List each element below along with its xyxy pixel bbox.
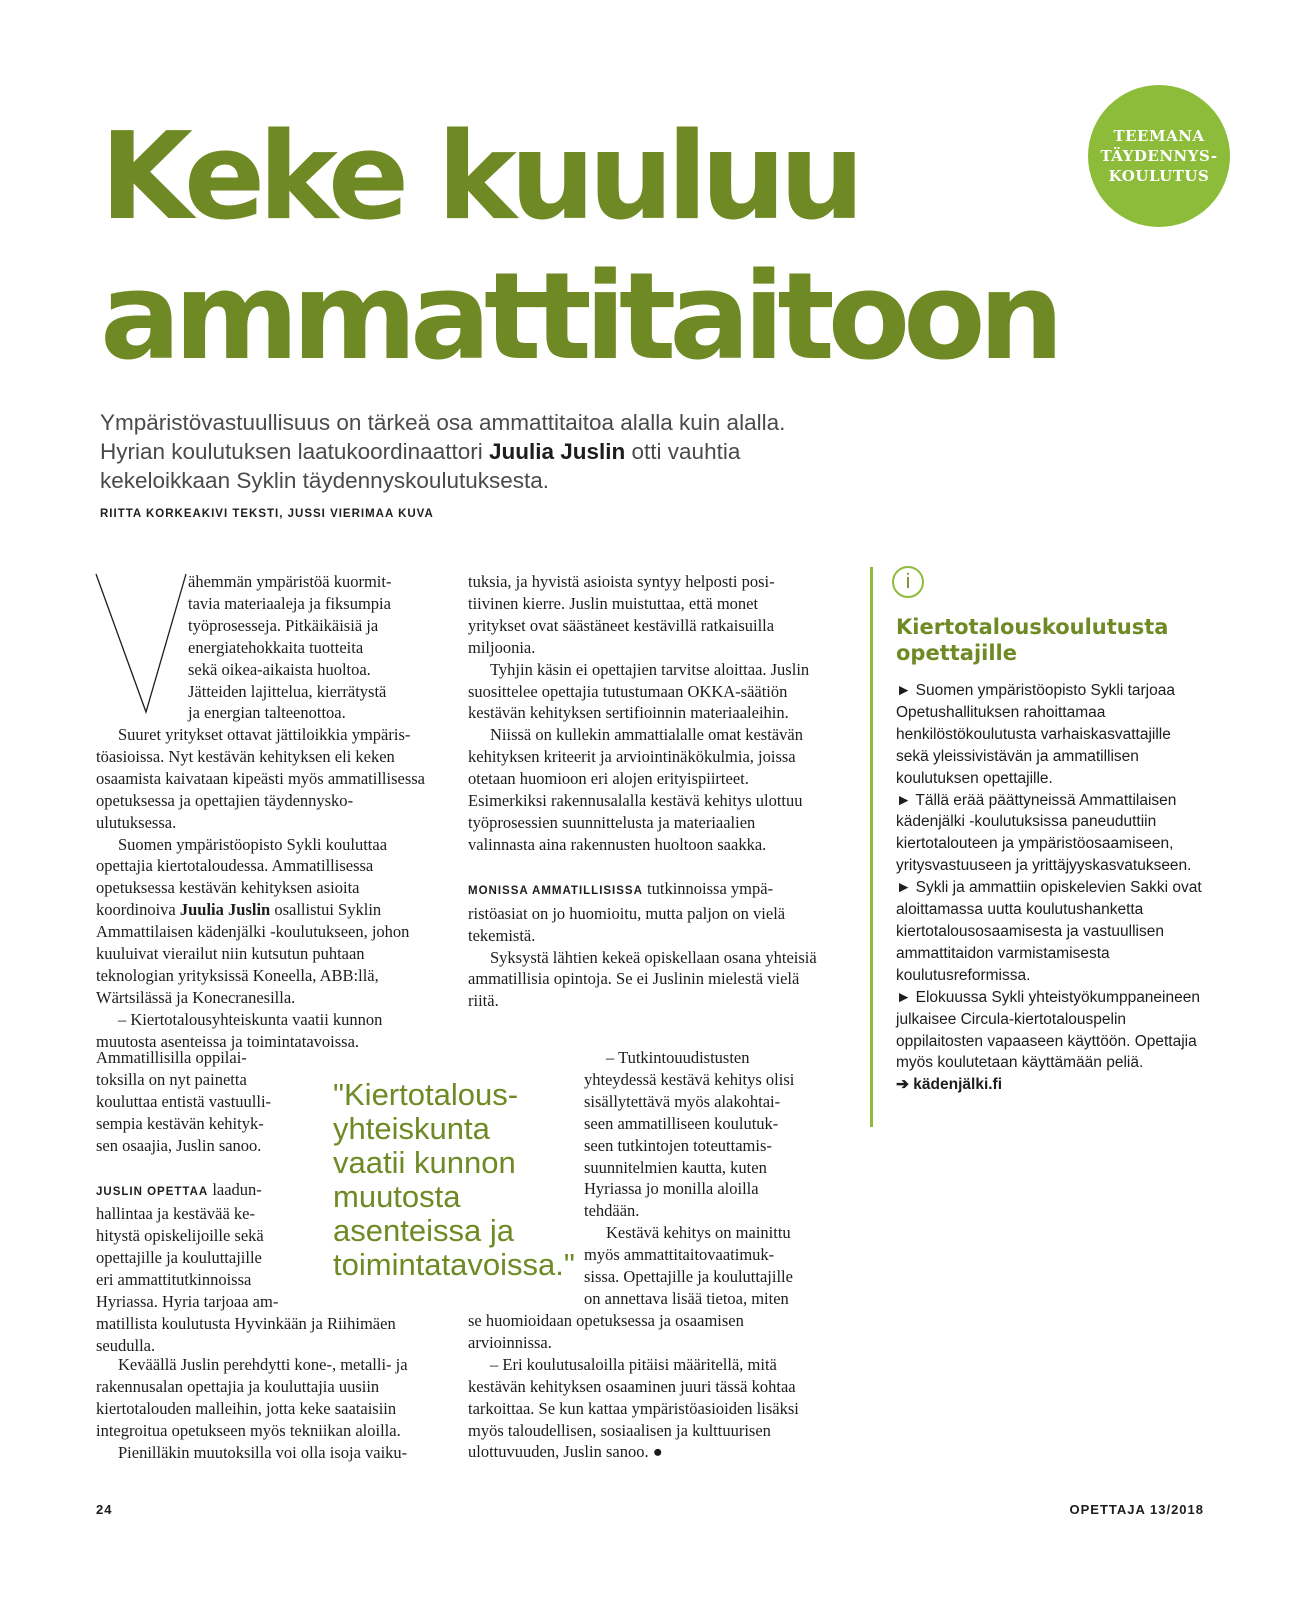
- text-line: matillista koulutusta Hyvinkään ja Riihimäen: [96, 1313, 396, 1333]
- text-line: opettajille ja kouluttajille: [96, 1248, 262, 1268]
- text-line: seen ammatilliseen koulutuk-: [584, 1113, 779, 1133]
- text: tutkinnoissa ympäristöasiat on jo huomioitu, mutta paljon on vielä tekemistä.: [468, 878, 786, 945]
- lead-line-2: [100, 437, 880, 466]
- text-line: työprosesseja. Pitkäikäisiä ja: [188, 615, 379, 635]
- text-line: tehdään.: [584, 1201, 640, 1221]
- subhead-lead: JUSLIN OPETTAA: [96, 1185, 209, 1198]
- sidebar-rule: [870, 567, 873, 1127]
- col1-narrow-block: [96, 1047, 396, 1357]
- text-line: tavia materiaaleja ja fiksumpia: [188, 593, 391, 613]
- byline: RIITTA KORKEAKIVI TEKSTI, JUSSI VIERIMAA KUVA: [100, 508, 434, 520]
- text-line: sissa. Opettajille ja kouluttajille: [584, 1267, 793, 1287]
- text-line: Jätteiden lajittelua, kierrätystä: [188, 681, 387, 701]
- col1-bottom: [96, 1354, 446, 1464]
- pull-quote: [333, 1078, 613, 1282]
- dropcap-v: [94, 572, 190, 722]
- text-line: sekä oikea-aikaista huoltoa.: [188, 659, 371, 679]
- lead-person-name: Juulia Juslin: [488, 439, 626, 464]
- text-line: seen tutkintojen toteuttamis-: [584, 1135, 772, 1155]
- lead-paragraph: [100, 408, 880, 495]
- text-line: toksilla on nyt painetta: [96, 1069, 247, 1089]
- lead-text: otti vauhtia: [625, 439, 741, 464]
- sidebar-item: ► Sykli ja ammattiin opiskelevien Sakki ovat aloittamassa uutta koulutushanketta kiertotalousosaamisesta ja vastuullisen ammattitaidon varmistamisesta koulutusreformissa.: [896, 879, 1202, 984]
- text-line: sen osaajia, Juslin sanoo.: [96, 1135, 262, 1155]
- col1-body: [96, 724, 426, 1053]
- text-line: energiatehokkaita tuotteita: [188, 637, 364, 657]
- quote-line: vaatii kunnon: [333, 1145, 516, 1180]
- text-line: Ammatillisilla oppilai-: [96, 1048, 247, 1067]
- page-number: 24: [96, 1502, 113, 1517]
- text-line: Hyriassa jo monilla aloilla: [584, 1179, 759, 1199]
- text-line: hallintaa ja kestävää ke-: [96, 1204, 255, 1224]
- quote-line: yhteiskunta: [333, 1111, 490, 1146]
- paragraph: Tyhjin käsin ei opettajien tarvitse aloittaa. Juslin suosittelee opettajia tutustumaan OKKA-säätiön kestävän kehityksen sertifioinnin materiaaleihin.: [468, 659, 810, 723]
- lead-text: Hyrian koulutuksen laatukoordinaattori: [100, 439, 489, 464]
- sidebar-link[interactable]: ➔ kädenjälki.fi: [896, 1076, 1003, 1094]
- paragraph: Niissä on kullekin ammattialalle omat kestävän kehityksen kriteerit ja arviointinäkökulmia, joissa otetaan huomioon eri alojen erityispiirteet. Esimerkiksi rakennusalalla kestävä kehitys ulottuu työprosessien suunnittelusta ja materiaalien valinnasta aina rakennusten huoltoon saakka.: [468, 725, 803, 854]
- paragraph: – Eri koulutusaloilla pitäisi määritellä, mitä kestävän kehityksen osaaminen juuri tässä kohtaa tarkoittaa. Se kun kattaa ympäristöasioiden lisäksi myös taloudellisen, sosiaalisen ja kulttuurisen ulottuvuuden, Juslin sanoo. ●: [468, 1354, 799, 1462]
- paragraph: [468, 878, 818, 947]
- sidebar-title: Kiertotalouskoulutusta opettajille: [896, 615, 1169, 665]
- quote-line: toimintatavoissa.": [333, 1247, 575, 1282]
- subhead-lead: MONISSA AMMATILLISISSA: [468, 884, 643, 897]
- headline-line-1: Keke kuuluu: [100, 108, 858, 247]
- text-line: sempia kestävän kehityk-: [96, 1113, 264, 1133]
- sidebar-item: ► Elokuussa Sykli yhteistyökumppaneineen julkaisee Circula-kiertotalouspelin oppilaitosten vapaaseen käyttöön. Opettajia myös koulutetaan käyttämään peliä.: [896, 988, 1200, 1072]
- col1-dropcap-block: [188, 571, 433, 724]
- text-line: sisällytettävä myös alakohtai-: [584, 1091, 781, 1111]
- col2-narrow-block: [584, 1047, 824, 1310]
- text-line: eri ammattitutkinnoissa: [96, 1270, 252, 1290]
- badge-line-3: KOULUTUS: [1108, 167, 1210, 185]
- col2-body: [468, 571, 818, 1012]
- quote-line: asenteissa ja: [333, 1213, 514, 1248]
- col2-bottom: [468, 1310, 818, 1463]
- paragraph: tuksia, ja hyvistä asioista syntyy helposti positiivinen kierre. Juslin muistuttaa, että monet yritykset ovat säästäneet kestävillä ratkaisuilla miljoonia.: [468, 572, 775, 657]
- text-line: myös ammattitaitovaatimuk-: [584, 1245, 775, 1265]
- badge-line-1: TEEMANA: [1113, 127, 1205, 145]
- paragraph: se huomioidaan opetuksessa ja osaamisen arvioinnissa.: [468, 1311, 744, 1352]
- lead-line-1: Ympäristövastuullisuus on tärkeä osa ammattitaitoa alalla kuin alalla.: [100, 410, 786, 435]
- text-line: yhteydessä kestävä kehitys olisi: [584, 1069, 795, 1089]
- sidebar-item: ► Tällä erää päättyneissä Ammattilaisen kädenjälki -koulutuksissa paneuduttiin kiertotalouteen ja ympäristöosaamiseen, yritysvastuuseen ja yrittäjyyskasvatukseen.: [896, 791, 1192, 875]
- paragraph: – Kiertotalousyhteiskunta vaatii kunnon muutosta asenteissa ja toimintatavoissa.: [96, 1009, 383, 1051]
- quote-line: muutosta: [333, 1179, 461, 1214]
- person-name: Juulia Juslin: [179, 900, 271, 920]
- text-line: seudulla.: [96, 1335, 156, 1355]
- headline-line-2: ammattitaitoon: [100, 248, 1058, 387]
- text-line: Kestävä kehitys on mainittu: [606, 1223, 791, 1243]
- text-line: [96, 1179, 316, 1204]
- theme-badge: [1088, 85, 1230, 227]
- text: osallistui Syklin Ammattilaisen kädenjälki -koulutukseen, johon kuuluivat vierailut niin kutsutun puhtaan teknologian yrityksissä Koneella, ABB:llä, Wärtsilässä ja Konecranesilla.: [96, 900, 410, 1007]
- issue-label: OPETTAJA 13/2018: [1069, 1502, 1204, 1517]
- text-line: kouluttaa entistä vastuulli-: [96, 1091, 272, 1111]
- badge-line-2: TÄYDENNYS-: [1100, 147, 1218, 165]
- lead-line-3: kekeloikkaan Syklin täydennyskoulutuksesta.: [100, 468, 550, 493]
- sidebar-body: [896, 680, 1206, 1096]
- text-line: ähemmän ympäristöä kuormit-: [188, 572, 392, 591]
- text-line: ja energian talteenottoa.: [188, 703, 346, 723]
- paragraph: Keväällä Juslin perehdytti kone-, metalli- ja rakennusalan opettajia ja kouluttajia uusiin kiertotalouden malleihin, jotta keke saataisiin integroitua opetukseen myös tekniikan aloilla.: [96, 1355, 408, 1440]
- info-icon: i: [892, 566, 924, 598]
- text-line: – Tutkintouudistusten: [606, 1048, 750, 1067]
- text-line: Hyriassa. Hyria tarjoaa am-: [96, 1292, 279, 1312]
- paragraph: [96, 834, 426, 1009]
- sidebar-item: ► Suomen ympäristöopisto Sykli tarjoaa Opetushallituksen rahoittamaa henkilöstökoulutusta varhaiskasvattajille sekä yleissivistävän ja ammatillisen koulutuksen opettajille.: [896, 682, 1175, 787]
- text-line: on annettava lisää tietoa, miten: [584, 1288, 789, 1308]
- text-line: hitystä opiskelijoille sekä: [96, 1226, 264, 1246]
- text: Suomen ympäristöopisto Sykli kouluttaa opettajia kiertotaloudessa. Ammatillisessa opetuksessa kestävän kehityksen asioita koordinoiva: [96, 834, 388, 920]
- headline: [100, 108, 1057, 388]
- paragraph: Suuret yritykset ottavat jättiloikkia ympäristöasioissa. Nyt kestävän kehityksen eli keken osaamista kaivataan kipeästi myös ammatillisessa opetuksessa ja opettajien täydennyskoulutuksessa.: [96, 725, 426, 832]
- text: laadun-: [208, 1179, 262, 1199]
- quote-line: "Kiertotalous-: [333, 1077, 519, 1112]
- text-line: suunnitelmien kautta, kuten: [584, 1157, 767, 1177]
- paragraph: Syksystä lähtien kekeä opiskellaan osana yhteisiä ammatillisia opintoja. Se ei Juslinin mielestä vielä riitä.: [468, 947, 817, 1011]
- paragraph: Pienilläkin muutoksilla voi olla isoja vaiku-: [118, 1442, 408, 1462]
